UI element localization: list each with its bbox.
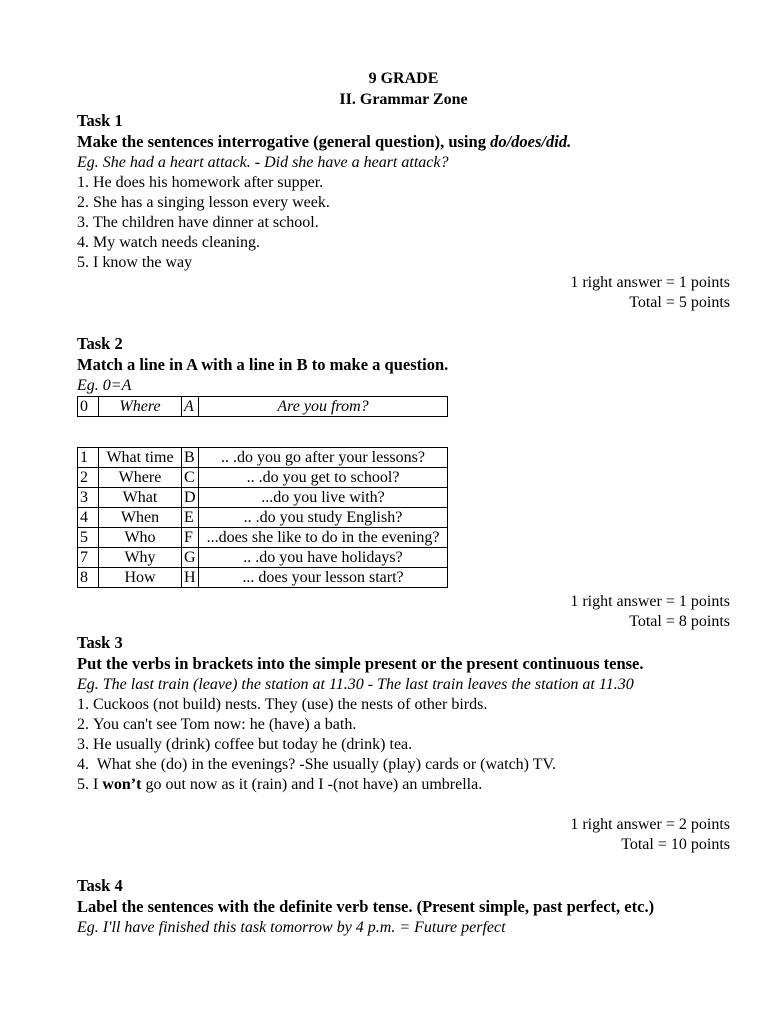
task3-title: Task 3 xyxy=(77,633,123,652)
example-table xyxy=(77,396,448,417)
matching-table xyxy=(77,447,448,588)
table-row xyxy=(78,448,448,468)
task3-instruction: Put the verbs in brackets into the simple present or the present continuous tense. xyxy=(77,654,644,673)
item-text: You can't see Tom now: he (have) a bath. xyxy=(93,716,357,733)
worksheet-page xyxy=(77,68,730,938)
table-cell: 7 xyxy=(78,548,99,568)
table-row xyxy=(78,488,448,508)
table-cell: What xyxy=(99,488,182,508)
table-cell: What time xyxy=(99,448,182,468)
item-text xyxy=(93,775,482,795)
table-row xyxy=(78,508,448,528)
table-cell: Why xyxy=(99,548,182,568)
list-item xyxy=(77,715,730,735)
item-number: 4. xyxy=(77,234,89,251)
table-cell: .. .do you study English? xyxy=(199,508,448,528)
item-number: 5. xyxy=(77,254,89,271)
table-cell: How xyxy=(99,568,182,588)
task1-score: 1 right answer = 1 points xyxy=(570,274,730,291)
table-cell: 4 xyxy=(78,508,99,528)
task4-title: Task 4 xyxy=(77,876,123,895)
list-item xyxy=(77,735,730,755)
list-item xyxy=(77,775,730,795)
item-text: Cuckoos (not build) nests. They (use) the nests of other birds. xyxy=(93,696,488,713)
section-heading: II. Grammar Zone xyxy=(339,91,468,108)
task1-list xyxy=(77,173,730,273)
table-row xyxy=(78,468,448,488)
list-item xyxy=(77,213,730,233)
table-cell: ... does your lesson start? xyxy=(199,568,448,588)
task4-instruction: Label the sentences with the definite verb tense. (Present simple, past perfect, etc.) xyxy=(77,897,655,916)
list-item xyxy=(77,253,730,273)
item-number: 4. xyxy=(77,756,89,773)
task2-instruction: Match a line in A with a line in B to make a question. xyxy=(77,355,449,374)
item-text: He usually (drink) coffee but today he (drink) tea. xyxy=(93,736,413,753)
task1-example: Eg. She had a heart attack. - Did she have a heart attack? xyxy=(77,154,449,171)
table-cell: Where xyxy=(99,468,182,488)
task1-title: Task 1 xyxy=(77,111,123,130)
table-row xyxy=(78,548,448,568)
table-row xyxy=(78,397,448,417)
table-cell: .. .do you have holidays? xyxy=(199,548,448,568)
table-cell: 3 xyxy=(78,488,99,508)
table-cell: When xyxy=(99,508,182,528)
task3-block xyxy=(77,632,730,855)
table-cell: Who xyxy=(99,528,182,548)
item-number: 2. xyxy=(77,716,89,733)
task1-total: Total = 5 points xyxy=(629,294,730,311)
item-text: He does his homework after supper. xyxy=(93,174,324,191)
task4-block xyxy=(77,875,730,938)
task1-instruction xyxy=(77,131,730,153)
task1-block xyxy=(77,110,730,313)
table-cell: A xyxy=(182,397,199,417)
task2-title: Task 2 xyxy=(77,334,123,353)
table-cell: F xyxy=(182,528,199,548)
table-cell: G xyxy=(182,548,199,568)
task2-total: Total = 8 points xyxy=(629,613,730,630)
table-cell: 1 xyxy=(78,448,99,468)
item-text: I know the way xyxy=(93,254,193,271)
item-text: The children have dinner at school. xyxy=(93,214,319,231)
table-cell: Where xyxy=(99,397,182,417)
table-cell: E xyxy=(182,508,199,528)
list-item xyxy=(77,193,730,213)
item-text-bold: won’t xyxy=(102,776,142,793)
item-number: 1. xyxy=(77,174,89,191)
grade-heading: 9 GRADE xyxy=(368,70,439,87)
item-number: 1. xyxy=(77,696,89,713)
table-cell: 5 xyxy=(78,528,99,548)
table-cell: ...does she like to do in the evening? xyxy=(199,528,448,548)
table-cell: B xyxy=(182,448,199,468)
task3-total: Total = 10 points xyxy=(621,836,730,853)
table-cell: C xyxy=(182,468,199,488)
item-number: 5. xyxy=(77,776,89,793)
item-text: What she (do) in the evenings? -She usually (play) cards or (watch) TV. xyxy=(93,756,556,773)
table-cell: 8 xyxy=(78,568,99,588)
task3-example: Eg. The last train (leave) the station at 11.30 - The last train leaves the station at 11.30 xyxy=(77,676,634,693)
list-item xyxy=(77,755,730,775)
item-number: 3. xyxy=(77,214,89,231)
item-text: She has a singing lesson every week. xyxy=(93,194,330,211)
table-cell: .. .do you get to school? xyxy=(199,468,448,488)
task2-block xyxy=(77,333,730,632)
task1-instruction-text: Make the sentences interrogative (general question), using xyxy=(77,132,491,151)
table-row xyxy=(78,528,448,548)
task1-instruction-emphasis: do/does/did. xyxy=(490,132,572,151)
item-number: 3. xyxy=(77,736,89,753)
table-cell: 2 xyxy=(78,468,99,488)
task2-score: 1 right answer = 1 points xyxy=(570,593,730,610)
table-cell: D xyxy=(182,488,199,508)
item-text: My watch needs cleaning. xyxy=(93,234,261,251)
table-row xyxy=(78,568,448,588)
item-number: 2. xyxy=(77,194,89,211)
task4-example: Eg. I'll have finished this task tomorrow by 4 p.m. = Future perfect xyxy=(77,919,506,936)
task3-score: 1 right answer = 2 points xyxy=(570,816,730,833)
table-cell: H xyxy=(182,568,199,588)
table-cell: ...do you live with? xyxy=(199,488,448,508)
list-item xyxy=(77,695,730,715)
item-text-post: go out now as it (rain) and I -(not have) an umbrella. xyxy=(141,776,483,793)
item-text-pre: I xyxy=(93,776,103,793)
list-item xyxy=(77,173,730,193)
table-cell: 0 xyxy=(78,397,99,417)
task2-example: Eg. 0=A xyxy=(77,377,132,394)
list-item xyxy=(77,233,730,253)
table-cell: Are you from? xyxy=(199,397,448,417)
table-cell: .. .do you go after your lessons? xyxy=(199,448,448,468)
